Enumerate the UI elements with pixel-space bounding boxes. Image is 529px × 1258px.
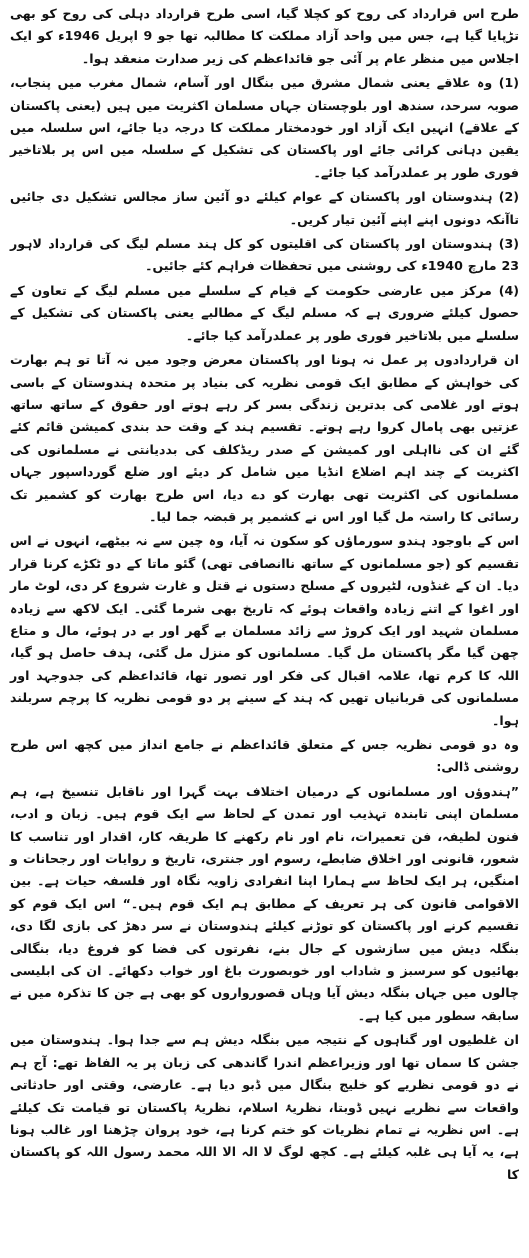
paragraph-point-3: (3) ہندوستان اور پاکستان کی اقلیتوں کو کل ہند مسلم لیگ کی قرارداد لاہور 23 مارچ 1940ء کی روشنی میں تحفظات فراہم کئے جائیں۔ bbox=[10, 236, 519, 274]
paragraph-partition: ان قراردادوں پر عمل نہ ہونا اور پاکستان معرض وجود میں نہ آتا تو ہم بھارت کی خواہش کے مطابق ایک قومی نظریہ کی بنیاد پر متحدہ ہندوستان کے باسی ہوتے اور غلامی کی بدترین زندگی بسر کر رہے ہوتے اور حقوق کے ساتھ ساتھ عزتیں بھی پامال کروا رہے ہوتے۔ تقسیم ہند کے وقت حد بندی کمیشن قائم کئے گئے ان کی نااہلی اور کمیشن کے صدر ریڈکلف کی بددیانتی نے مسلمانوں کی اکثریت کے چند اہم اضلاع انڈیا میں شامل کر دیئے اور ضلع گورداسپور جہاں مسلمانوں کی اکثریت تھی بھارت کو دے دیا، اس طرح بھارت کو کشمیر تک رسائی کا راستہ مل گیا اور اس نے کشمیر پر قبضہ جما لیا۔ bbox=[10, 352, 519, 524]
paragraph-point-4: (4) مرکز میں عارضی حکومت کے قیام کے سلسلے میں مسلم لیگ کے تعاون کے حصول کیلئے ضروری ہے کہ مسلم لیگ کے مطالبے یعنی پاکستان کی تشکیل کے سلسلے میں بلاتاخیر فوری طور پر عملدرآمد کیا جائے۔ bbox=[10, 282, 519, 343]
paragraph-quote-intro: وہ دو قومی نظریہ جس کے متعلق قائداعظم نے جامع انداز میں کچھ اس طرح روشنی ڈالی: bbox=[10, 737, 519, 775]
paragraph-quaid-quote: ”ہندوؤں اور مسلمانوں کے درمیان اختلاف بہت گہرا اور ناقابل تنسیخ ہے، ہم مسلمان اپنی تابندہ تہذیب اور تمدن کے لحاظ سے ایک قوم ہیں۔ زبان و ادب، فنون لطیفہ، فن تعمیرات، نام اور نام رکھنے کا طریقہ کار، اقدار اور تناسب کا شعور، قانونی اور اخلاق ضابطے، رسوم اور جنتری، تاریخ و روایات اور رجحانات و امنگیں، ہر ایک لحاظ سے ہمارا اپنا انفرادی زاویہ نگاہ اور فلسفہ حیات ہے۔ بین الاقوامی قانون کی ہر تعریف کے مطابق ہم ایک قوم ہیں۔“ اس ایک قوم کو تقسیم کرنے اور پاکستان کو توڑنے کیلئے ہندوستان نے سر دھڑ کی بازی لگا دی، بنگلہ دیش میں سازشوں کے جال بنے، نفرتوں کی فضا کو فروغ دیا، بنگالی بھائیوں کو سرسبز و شاداب اور خوبصورت باغ اور خواب دکھائے۔ ان کی ابلیسی چالوں میں جہاں بنگلہ دیش آیا وہاں قصورواروں کو بھی ہے جن کا تذکرہ میں نے سابقہ سطور میں کیا ہے۔ bbox=[10, 783, 519, 1023]
paragraph-aftermath: اس کے باوجود ہندو سورماؤں کو سکون نہ آیا، وہ چین سے نہ بیٹھے، انہوں نے اس تقسیم کو (جو مسلمانوں کے ساتھ ناانصافی تھی) گئو ماتا کے دو ٹکڑے کرنا قرار دیا۔ ان کے غنڈوں، لٹیروں کے مسلح دستوں نے قتل و غارت شروع کر دی، لوٹ مار اور اغوا کے اتنے زیادہ واقعات ہوئے کہ تاریخ بھی شرما گئی۔ ایک لاکھ سے زیادہ مسلمان شہید اور ایک کروڑ سے زائد مسلمان بے گھر اور بے در ہوئے، مال و متاع چھن گیا مگر پاکستان مل گیا۔ مسلمانوں کو منزل مل گئی، ہدف حاصل ہو گیا، اللہ کا کرم تھا، علامہ اقبال کی فکر اور تصور تھا، قائداعظم کی جدوجہد اور مسلمانوں کی قربانیاں تھیں کہ ہند کے سینے پر دو قومی نظریہ کا پرچم سربلند ہوا۔ bbox=[10, 533, 519, 728]
paragraph-point-1: (1) وہ علاقے یعنی شمال مشرق میں بنگال اور آسام، شمال مغرب میں پنجاب، صوبہ سرحد، سندھ اور بلوچستان جہاں مسلمان اکثریت میں ہیں (یعنی پاکستان کے علاقے) انہیں ایک آزاد اور خودمختار مملکت کا درجہ دیا جائے، اس سلسلہ میں یقین دہانی کرائی جائے اور پاکستان کی تشکیل کے سلسلہ میں اس پر بلاتاخیر فوری طور پر عملدرآمد کیا جائے۔ bbox=[10, 75, 519, 180]
paragraph-intro: طرح اس قرارداد کی روح کو کچلا گیا، اسی طرح قرارداد دہلی کی روح کو بھی تڑپایا گیا ہے، جس میں واحد آزاد مملکت کا مطالبہ تھا جو 9 اپریل 1946ء کو ایک اجلاس میں منظر عام پر آئی جو قائداعظم کی زیر صدارت منعقد ہوا۔ bbox=[10, 6, 519, 66]
paragraph-bangladesh: ان غلطیوں اور گناہوں کے نتیجہ میں بنگلہ دیش ہم سے جدا ہوا۔ ہندوستان میں جشن کا سماں تھا اور وزیراعظم اندرا گاندھی کی زبان پر یہ الفاظ تھے: آج ہم نے دو قومی نظریے کو خلیج بنگال میں ڈبو دیا ہے۔ عارضی، وقتی اور حادثاتی واقعات سے نظریے نہیں ڈوبتا، نظریۂ اسلام، نظریۂ پاکستان تو قیامت تک کیلئے ہے۔ اس نظریہ نے تمام نظریات کو ختم کرنا ہے، خود پروان چڑھنا اور غالب ہونا ہے، یہ آیا ہی غلبہ کیلئے ہے۔ کچھ لوگ لا الہ الا اللہ محمد رسول اللہ کو پاکستان کا bbox=[10, 1032, 519, 1182]
paragraph-point-2: (2) ہندوستان اور پاکستان کے عوام کیلئے دو آئین ساز مجالس تشکیل دی جائیں تاآنکہ دونوں اپنے اپنے آئین تیار کریں۔ bbox=[10, 189, 519, 227]
